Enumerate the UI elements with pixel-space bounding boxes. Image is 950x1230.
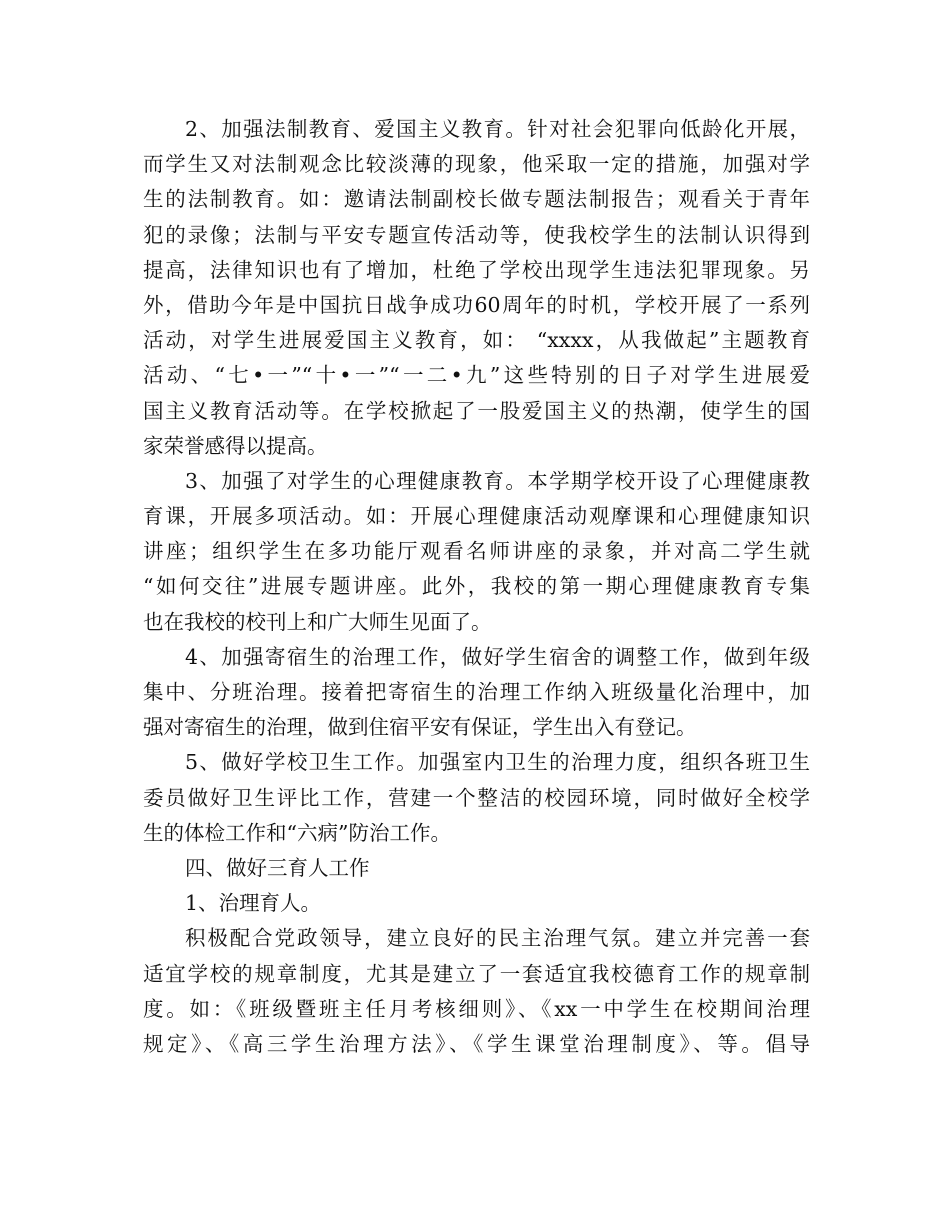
text-line: 提高，法律知识也有了增加，杜绝了学校出现学生违法犯罪现象。另	[143, 257, 810, 282]
text-line: 外，借助今年是中国抗日战争成功60周年的时机，学校开展了一系列	[143, 292, 810, 317]
text-line: 而学生又对法制观念比较淡薄的现象，他采取一定的措施，加强对学	[143, 152, 810, 177]
text-line: 育课，开展多项活动。如：开展心理健康活动观摩课和心理健康知识	[143, 504, 810, 529]
text-line: 规定》、《高三学生治理方法》、《学生课堂治理制度》、等。倡导	[143, 1031, 810, 1056]
text-line: 集中、分班治理。接着把寄宿生的治理工作纳入班级量化治理中，加	[143, 680, 810, 704]
document-page	[143, 112, 810, 1062]
text-line: 3、加强了对学生的心理健康教育。本学期学校开设了心理健康教	[185, 468, 810, 493]
text-line: 国主义教育活动等。在学校掀起了一股爱国主义的热潮，使学生的国	[143, 398, 810, 423]
text-line: 2、加强法制教育、爱国主义教育。针对社会犯罪向低龄化开展，	[185, 117, 810, 141]
text-line: 4、加强寄宿生的治理工作，做好学生宿舍的调整工作，做到年级	[185, 644, 810, 669]
text-line: 讲座；组织学生在多功能厅观看名师讲座的录象，并对高二学生就	[143, 539, 810, 564]
text-line: 也在我校的校刊上和广大师生见面了。	[143, 609, 492, 634]
text-line: 活动、“七•一”“十•一”“一二•九”这些特别的日子对学生进展爱	[143, 363, 810, 388]
text-line: 强对寄宿生的治理，做到住宿平安有保证，学生出入有登记。	[143, 715, 697, 740]
text-line: 5、做好学校卫生工作。加强室内卫生的治理力度，组织各班卫生	[185, 750, 810, 775]
text-line: 四、做好三育人工作	[185, 855, 370, 880]
text-line: 1、治理育人。	[185, 891, 322, 916]
text-line: 生的体检工作和“六病”防治工作。	[143, 820, 451, 845]
text-line: 活动，对学生进展爱国主义教育，如： “xxxx，从我做起”主题教育	[143, 328, 810, 353]
text-line: 委员做好卫生评比工作，营建一个整洁的校园环境，同时做好全校学	[143, 785, 810, 810]
text-line: 度。如：《班级暨班主任月考核细则》、《xx一中学生在校期间治理	[143, 996, 810, 1021]
text-line: 适宜学校的规章制度，尤其是建立了一套适宜我校德育工作的规章制	[143, 961, 810, 986]
text-line: 积极配合党政领导，建立良好的民主治理气氛。建立并完善一套	[185, 926, 810, 951]
text-line: 犯的录像；法制与平安专题宣传活动等，使我校学生的法制认识得到	[143, 222, 810, 247]
text-line: 家荣誉感得以提高。	[143, 433, 328, 458]
text-line: 生的法制教育。如：邀请法制副校长做专题法制报告；观看关于青年	[143, 187, 810, 212]
text-line: “如何交往”进展专题讲座。此外，我校的第一期心理健康教育专集	[143, 574, 810, 599]
